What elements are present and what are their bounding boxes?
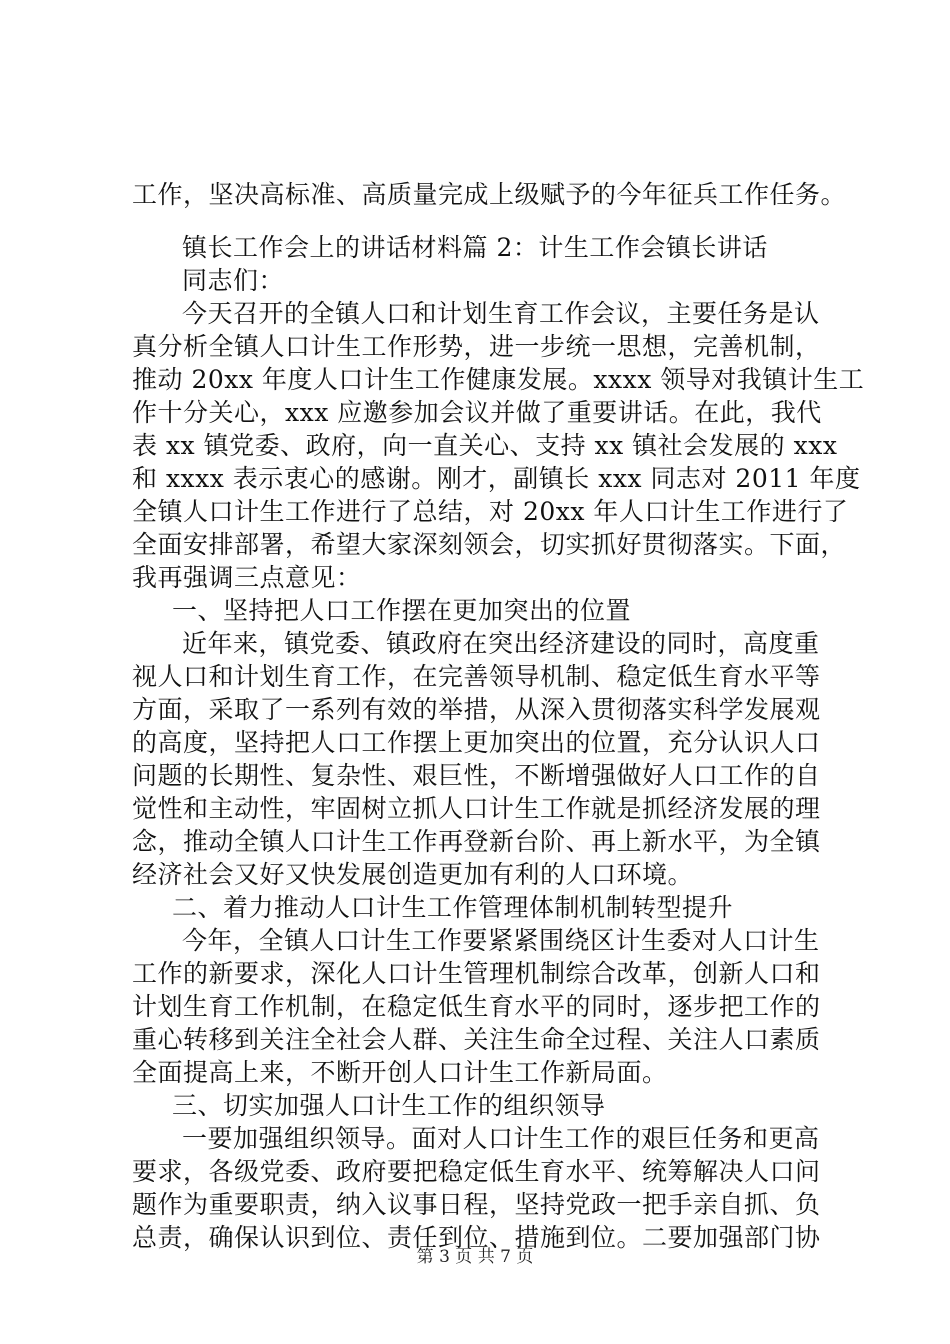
subheading: 二、着力推动人口计生工作管理体制机制转型提升 bbox=[172, 893, 734, 922]
body-line: 工作，坚决高标准、高质量完成上级赋予的今年征兵工作任务。 bbox=[132, 180, 847, 209]
body-line: 问题的长期性、复杂性、艰巨性，不断增强做好人口工作的自 bbox=[132, 761, 821, 790]
page-number-label: 第 3 页 共 7 页 bbox=[416, 1247, 534, 1267]
body-line: 总责，确保认识到位、责任到位、措施到位。二要加强部门协 bbox=[132, 1223, 821, 1252]
body-line: 全面安排部署，希望大家深刻领会，切实抓好贯彻落实。下面， bbox=[132, 530, 847, 559]
body-line: 重心转移到关注全社会人群、关注生命全过程、关注人口素质 bbox=[132, 1025, 821, 1054]
body-line: 觉性和主动性，牢固树立抓人口计生工作就是抓经济发展的理 bbox=[132, 794, 821, 823]
body-line: 计划生育工作机制，在稳定低生育水平的同时，逐步把工作的 bbox=[132, 992, 821, 1021]
body-line: 方面，采取了一系列有效的举措，从深入贯彻落实科学发展观 bbox=[132, 695, 821, 724]
section-heading: 镇长工作会上的讲话材料篇 2：计生工作会镇长讲话 bbox=[182, 233, 768, 262]
subheading: 一、坚持把人口工作摆在更加突出的位置 bbox=[172, 596, 632, 625]
body-line: 表 xx 镇党委、政府，向一直关心、支持 xx 镇社会发展的 xxx bbox=[132, 431, 838, 460]
body-line: 和 xxxx 表示衷心的感谢。刚才，副镇长 xxx 同志对 2011 年度 bbox=[132, 464, 861, 493]
body-line: 全镇人口计生工作进行了总结，对 20xx 年人口计生工作进行了 bbox=[132, 497, 849, 526]
salutation: 同志们： bbox=[182, 266, 285, 295]
body-line: 工作的新要求，深化人口计生管理机制综合改革，创新人口和 bbox=[132, 959, 821, 988]
body-line: 念，推动全镇人口计生工作再登新台阶、再上新水平，为全镇 bbox=[132, 827, 821, 856]
body-line: 的高度，坚持把人口工作摆上更加突出的位置，充分认识人口 bbox=[132, 728, 821, 757]
body-line: 真分析全镇人口计生工作形势，进一步统一思想，完善机制， bbox=[132, 332, 821, 361]
body-line: 要求，各级党委、政府要把稳定低生育水平、统筹解决人口问 bbox=[132, 1157, 821, 1186]
page-footer bbox=[0, 1246, 950, 1268]
body-line: 今天召开的全镇人口和计划生育工作会议，主要任务是认 bbox=[182, 299, 820, 328]
body-line: 一要加强组织领导。面对人口计生工作的艰巨任务和更高 bbox=[182, 1124, 820, 1153]
body-line: 推动 20xx 年度人口计生工作健康发展。xxxx 领导对我镇计生工 bbox=[132, 365, 865, 394]
body-line: 今年，全镇人口计生工作要紧紧围绕区计生委对人口计生 bbox=[182, 926, 820, 955]
body-line: 题作为重要职责，纳入议事日程，坚持党政一把手亲自抓、负 bbox=[132, 1190, 821, 1219]
body-line: 经济社会又好又快发展创造更加有利的人口环境。 bbox=[132, 860, 694, 889]
body-line: 视人口和计划生育工作，在完善领导机制、稳定低生育水平等 bbox=[132, 662, 821, 691]
subheading: 三、切实加强人口计生工作的组织领导 bbox=[172, 1091, 606, 1120]
body-line: 我再强调三点意见： bbox=[132, 563, 362, 592]
body-line: 全面提高上来，不断开创人口计生工作新局面。 bbox=[132, 1058, 668, 1087]
body-line: 近年来，镇党委、镇政府在突出经济建设的同时，高度重 bbox=[182, 629, 820, 658]
body-line: 作十分关心，xxx 应邀参加会议并做了重要讲话。在此，我代 bbox=[132, 398, 822, 427]
document-body bbox=[132, 178, 865, 1254]
